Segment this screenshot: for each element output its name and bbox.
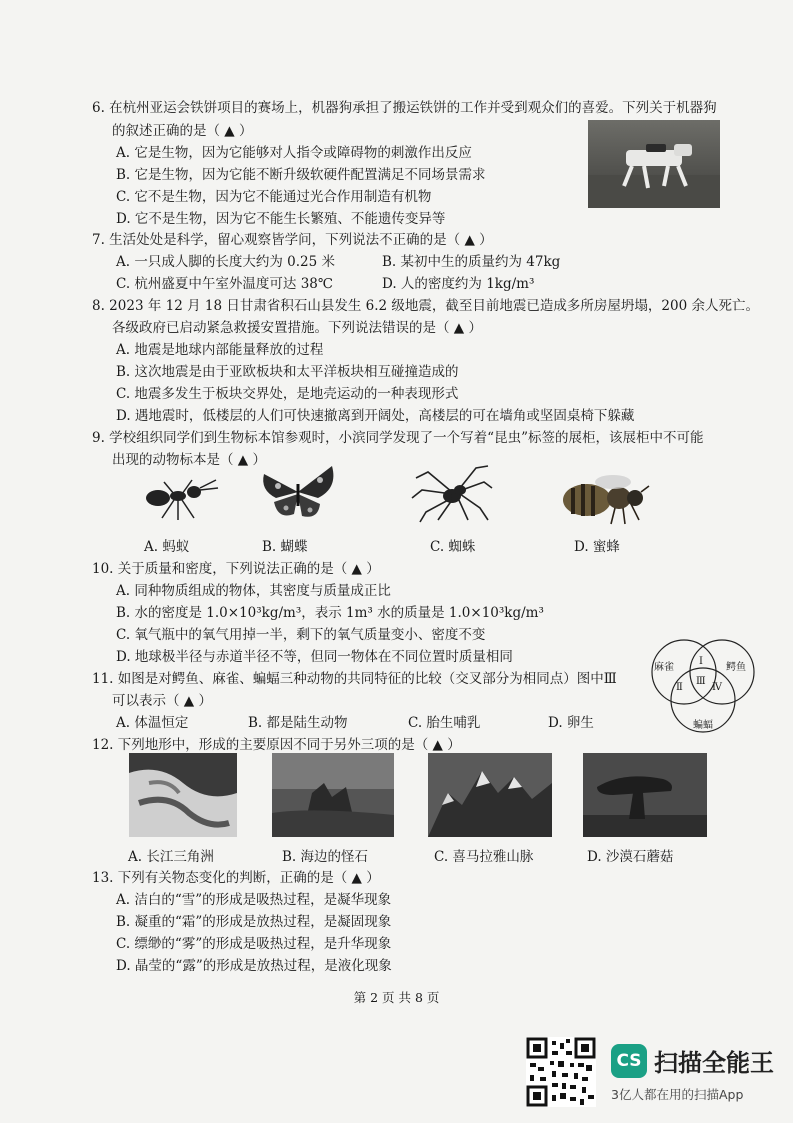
- q10-stem: 10. 关于质量和密度，下列说法正确的是（ ▲ ）: [92, 561, 380, 577]
- q6-stem-line2: 的叙述正确的是（ ▲ ）: [112, 123, 253, 139]
- q10-option-d: D. 地球极半径与赤道半径不等，但同一物体在不同位置时质量相同: [116, 649, 513, 665]
- q11-option-d: D. 卵生: [548, 715, 594, 731]
- q9-stem-line1: 9. 学校组织同学们到生物标本馆参观时，小滨同学发现了一个写着“昆虫”标签的展柜，该展柜中不可能: [92, 430, 704, 446]
- q13-option-c: C. 缥缈的“雾”的形成是吸热过程，是升华现象: [116, 936, 392, 952]
- spider-image: [408, 462, 494, 526]
- q9-option-b: B. 蝴蝶: [262, 539, 308, 555]
- robot-dog-photo: [588, 120, 720, 208]
- q6-option-b: B. 它是生物，因为它能不断升级软硬件配置满足不同场景需求: [116, 167, 486, 183]
- q10-option-b: B. 水的密度是 1.0×10³kg/m³，表示 1m³ 水的质量是 1.0×10³kg/m³: [116, 605, 544, 621]
- q9-option-c: C. 蜘蛛: [430, 539, 476, 555]
- q9-option-d: D. 蜜蜂: [574, 539, 620, 555]
- camscanner-subtitle: 3亿人都在用的扫描App: [611, 1087, 744, 1102]
- q8-option-a: A. 地震是地球内部能量释放的过程: [116, 342, 324, 358]
- mushroom-rock-photo: [583, 753, 707, 837]
- venn-label-bat: 蝙蝠: [693, 720, 713, 731]
- q12-stem: 12. 下列地形中，形成的主要原因不同于另外三项的是（ ▲ ）: [92, 737, 461, 753]
- venn-region-1: Ⅰ: [699, 656, 703, 667]
- q8-stem-line2: 各级政府已启动紧急救援安置措施。下列说法错误的是（ ▲ ）: [112, 320, 482, 336]
- q9-option-a: A. 蚂蚁: [144, 539, 190, 555]
- q8-option-c: C. 地震多发生于板块交界处，是地壳运动的一种表现形式: [116, 386, 459, 402]
- bee-image: [553, 470, 651, 526]
- q12-option-b: B. 海边的怪石: [282, 849, 369, 865]
- venn-region-3: Ⅲ: [696, 676, 706, 687]
- q6-option-c: C. 它不是生物，因为它不能通过光合作用制造有机物: [116, 189, 432, 205]
- q13-option-a: A. 洁白的“雪”的形成是吸热过程，是凝华现象: [116, 892, 392, 908]
- q7-option-c: C. 杭州盛夏中午室外温度可达 38℃: [116, 276, 334, 292]
- himalaya-photo: [428, 753, 552, 837]
- q10-option-a: A. 同种物质组成的物体，其密度与质量成正比: [116, 583, 391, 599]
- q10-option-c: C. 氧气瓶中的氧气用掉一半，剩下的氧气质量变小、密度不变: [116, 627, 486, 643]
- page-footer: 第 2 页 共 8 页: [353, 990, 440, 1005]
- camscanner-logo: CS: [611, 1044, 647, 1078]
- q13-option-b: B. 凝重的“霜”的形成是放热过程，是凝固现象: [116, 914, 392, 930]
- q7-stem: 7. 生活处处是科学，留心观察皆学问，下列说法不正确的是（ ▲ ）: [92, 232, 493, 248]
- q6-option-d: D. 它不是生物，因为它不能生长繁殖、不能遗传变异等: [116, 211, 446, 227]
- q11-option-a: A. 体温恒定: [116, 715, 189, 731]
- q7-option-a: A. 一只成人脚的长度大约为 0.25 米: [116, 254, 335, 270]
- butterfly-image: [258, 460, 338, 524]
- q13-stem: 13. 下列有关物态变化的判断，正确的是（ ▲ ）: [92, 870, 380, 886]
- q6-option-a: A. 它是生物，因为它能够对人指令或障碍物的刺激作出反应: [116, 145, 472, 161]
- q11-stem-line2: 可以表示（ ▲ ）: [112, 693, 212, 709]
- q7-option-b: B. 某初中生的质量约为 47kg: [382, 254, 561, 270]
- qr-code: [526, 1037, 596, 1107]
- q6-stem-line1: 6. 在杭州亚运会铁饼项目的赛场上，机器狗承担了搬运铁饼的工作并受到观众们的喜爱。下列关于机器狗: [92, 100, 717, 116]
- q8-option-b: B. 这次地震是由于亚欧板块和太平洋板块相互碰撞造成的: [116, 364, 459, 380]
- q7-option-d: D. 人的密度约为 1kg/m³: [382, 276, 535, 292]
- q8-stem-line1: 8. 2023 年 12 月 18 日甘肃省积石山县发生 6.2 级地震，截至目前地震已造成多所房屋坍塌，200 余人死亡。: [92, 298, 759, 314]
- q13-option-d: D. 晶莹的“露”的形成是放热过程，是液化现象: [116, 958, 392, 974]
- venn-region-2: Ⅱ: [676, 682, 683, 693]
- seaside-rock-photo: [272, 753, 394, 837]
- q8-option-d: D. 遇地震时，低楼层的人们可快速撤离到开阔处，高楼层的可在墙角或坚固桌椅下躲藏: [116, 408, 635, 424]
- q11-option-c: C. 胎生哺乳: [408, 715, 481, 731]
- ant-image: [138, 470, 222, 526]
- q12-option-a: A. 长江三角洲: [128, 849, 214, 865]
- q12-option-c: C. 喜马拉雅山脉: [434, 849, 534, 865]
- q12-option-d: D. 沙漠石蘑菇: [587, 849, 674, 865]
- venn-label-crocodile: 鳄鱼: [726, 662, 746, 673]
- q9-stem-line2: 出现的动物标本是（ ▲ ）: [112, 452, 266, 468]
- q11-stem-line1: 11. 如图是对鳄鱼、麻雀、蝙蝠三种动物的共同特征的比较（交叉部分为相同点）图中Ⅲ: [92, 671, 617, 687]
- venn-region-4: Ⅳ: [712, 682, 722, 693]
- yangtze-delta-photo: [129, 753, 237, 837]
- camscanner-title: 扫描全能王: [654, 1049, 774, 1077]
- venn-label-sparrow: 麻雀: [654, 662, 674, 673]
- q11-option-b: B. 都是陆生动物: [248, 715, 348, 731]
- venn-diagram: [638, 636, 768, 736]
